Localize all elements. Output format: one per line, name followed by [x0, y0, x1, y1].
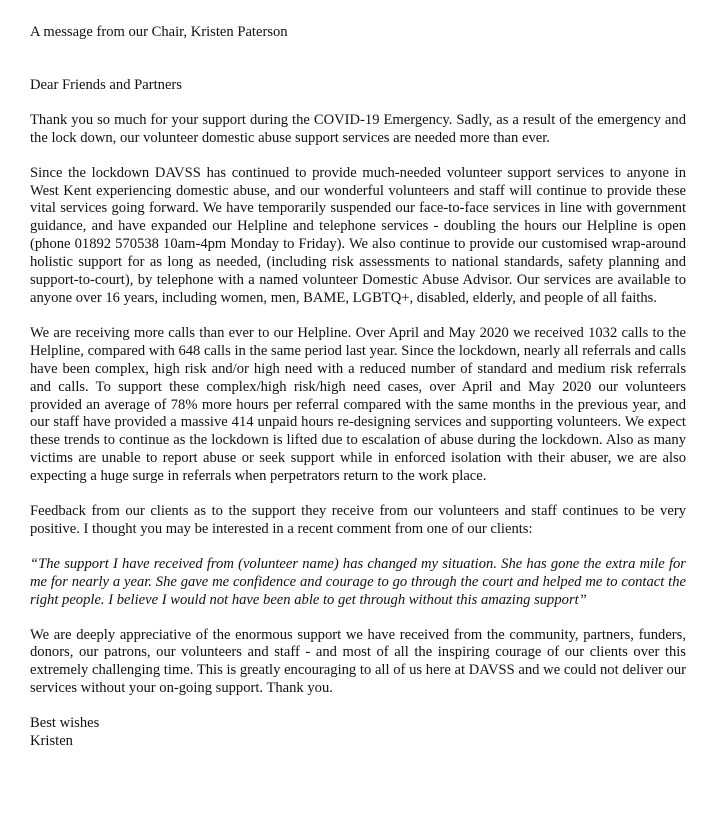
paragraph-helpline-calls: We are receiving more calls than ever to our Helpline. Over April and May 2020 we received 1032 calls to the Helpline, compared with 648 calls in the same period last year. Since the lockdown, nearly all referrals and calls have been complex, high risk and/or high need with a reduced number of standard and medium risk referrals and calls. To support these complex/high risk/high need cases, over April and May 2020 our volunteers provided an average of 78% more hours per referral compared with the same months in the previous year, and our staff have provided a massive 414 unpaid hours re-designing services and supporting volunteers. We expect these trends to continue as the lockdown is lifted due to escalation of abuse during the lockdown. Also as many victims are unable to report abuse or seek support while in enforced isolation with their abuser, we are also expecting a huge surge in referrals when perpetrators return to the work place.	[30, 324, 686, 485]
paragraph-feedback: Feedback from our clients as to the support they receive from our volunteers and staff continues to be very positive. I thought you may be interested in a recent comment from one of our clients:	[30, 503, 686, 537]
paragraph-appreciation: We are deeply appreciative of the enormous support we have received from the community, partners, funders, donors, our patrons, our volunteers and staff - and most of all the inspiring courage of our clients over this extremely challenging time. This is greatly encouraging to all of us here at DAVSS and we could not deliver our services without your on-going support. Thank you.	[30, 626, 686, 697]
signature: Kristen	[30, 733, 73, 750]
paragraph-services: Since the lockdown DAVSS has continued to provide much-needed volunteer support services to anyone in West Kent experiencing domestic abuse, and our wonderful volunteers and staff will continue to provide these vital services going forward. We have temporarily suspended our face-to-face services in line with government guidance, and have expanded our Helpline and telephone services - doubling the hours our Helpline is open (phone 01892 570538 10am-4pm Monday to Friday). We also continue to provide our customised wrap-around holistic support for as long as needed, (including risk assessments to national standards, safety planning and support-to-court), by telephone with a named volunteer Domestic Abuse Advisor. Our services are available to anyone over 16 years, including women, men, BAME, LGBTQ+, disabled, elderly, and people of all faiths.	[30, 164, 686, 306]
letter-heading: A message from our Chair, Kristen Paterson	[30, 24, 288, 40]
paragraph-thanks: Thank you so much for your support during the COVID-19 Emergency. Sadly, as a result of the emergency and the lock down, our volunteer domestic abuse support services are needed more than ever.	[30, 111, 686, 146]
client-quote: “The support I have received from (volunteer name) has changed my situation. She has gone the extra mile for me for nearly a year. She gave me confidence and courage to go through the court and helped me to contact the right people. I believe I would not have been able to get through without this amazing support”	[30, 555, 686, 608]
salutation: Dear Friends and Partners	[30, 76, 182, 93]
closing	[30, 715, 686, 751]
letter	[30, 24, 686, 751]
sign-off: Best wishes	[30, 715, 100, 732]
